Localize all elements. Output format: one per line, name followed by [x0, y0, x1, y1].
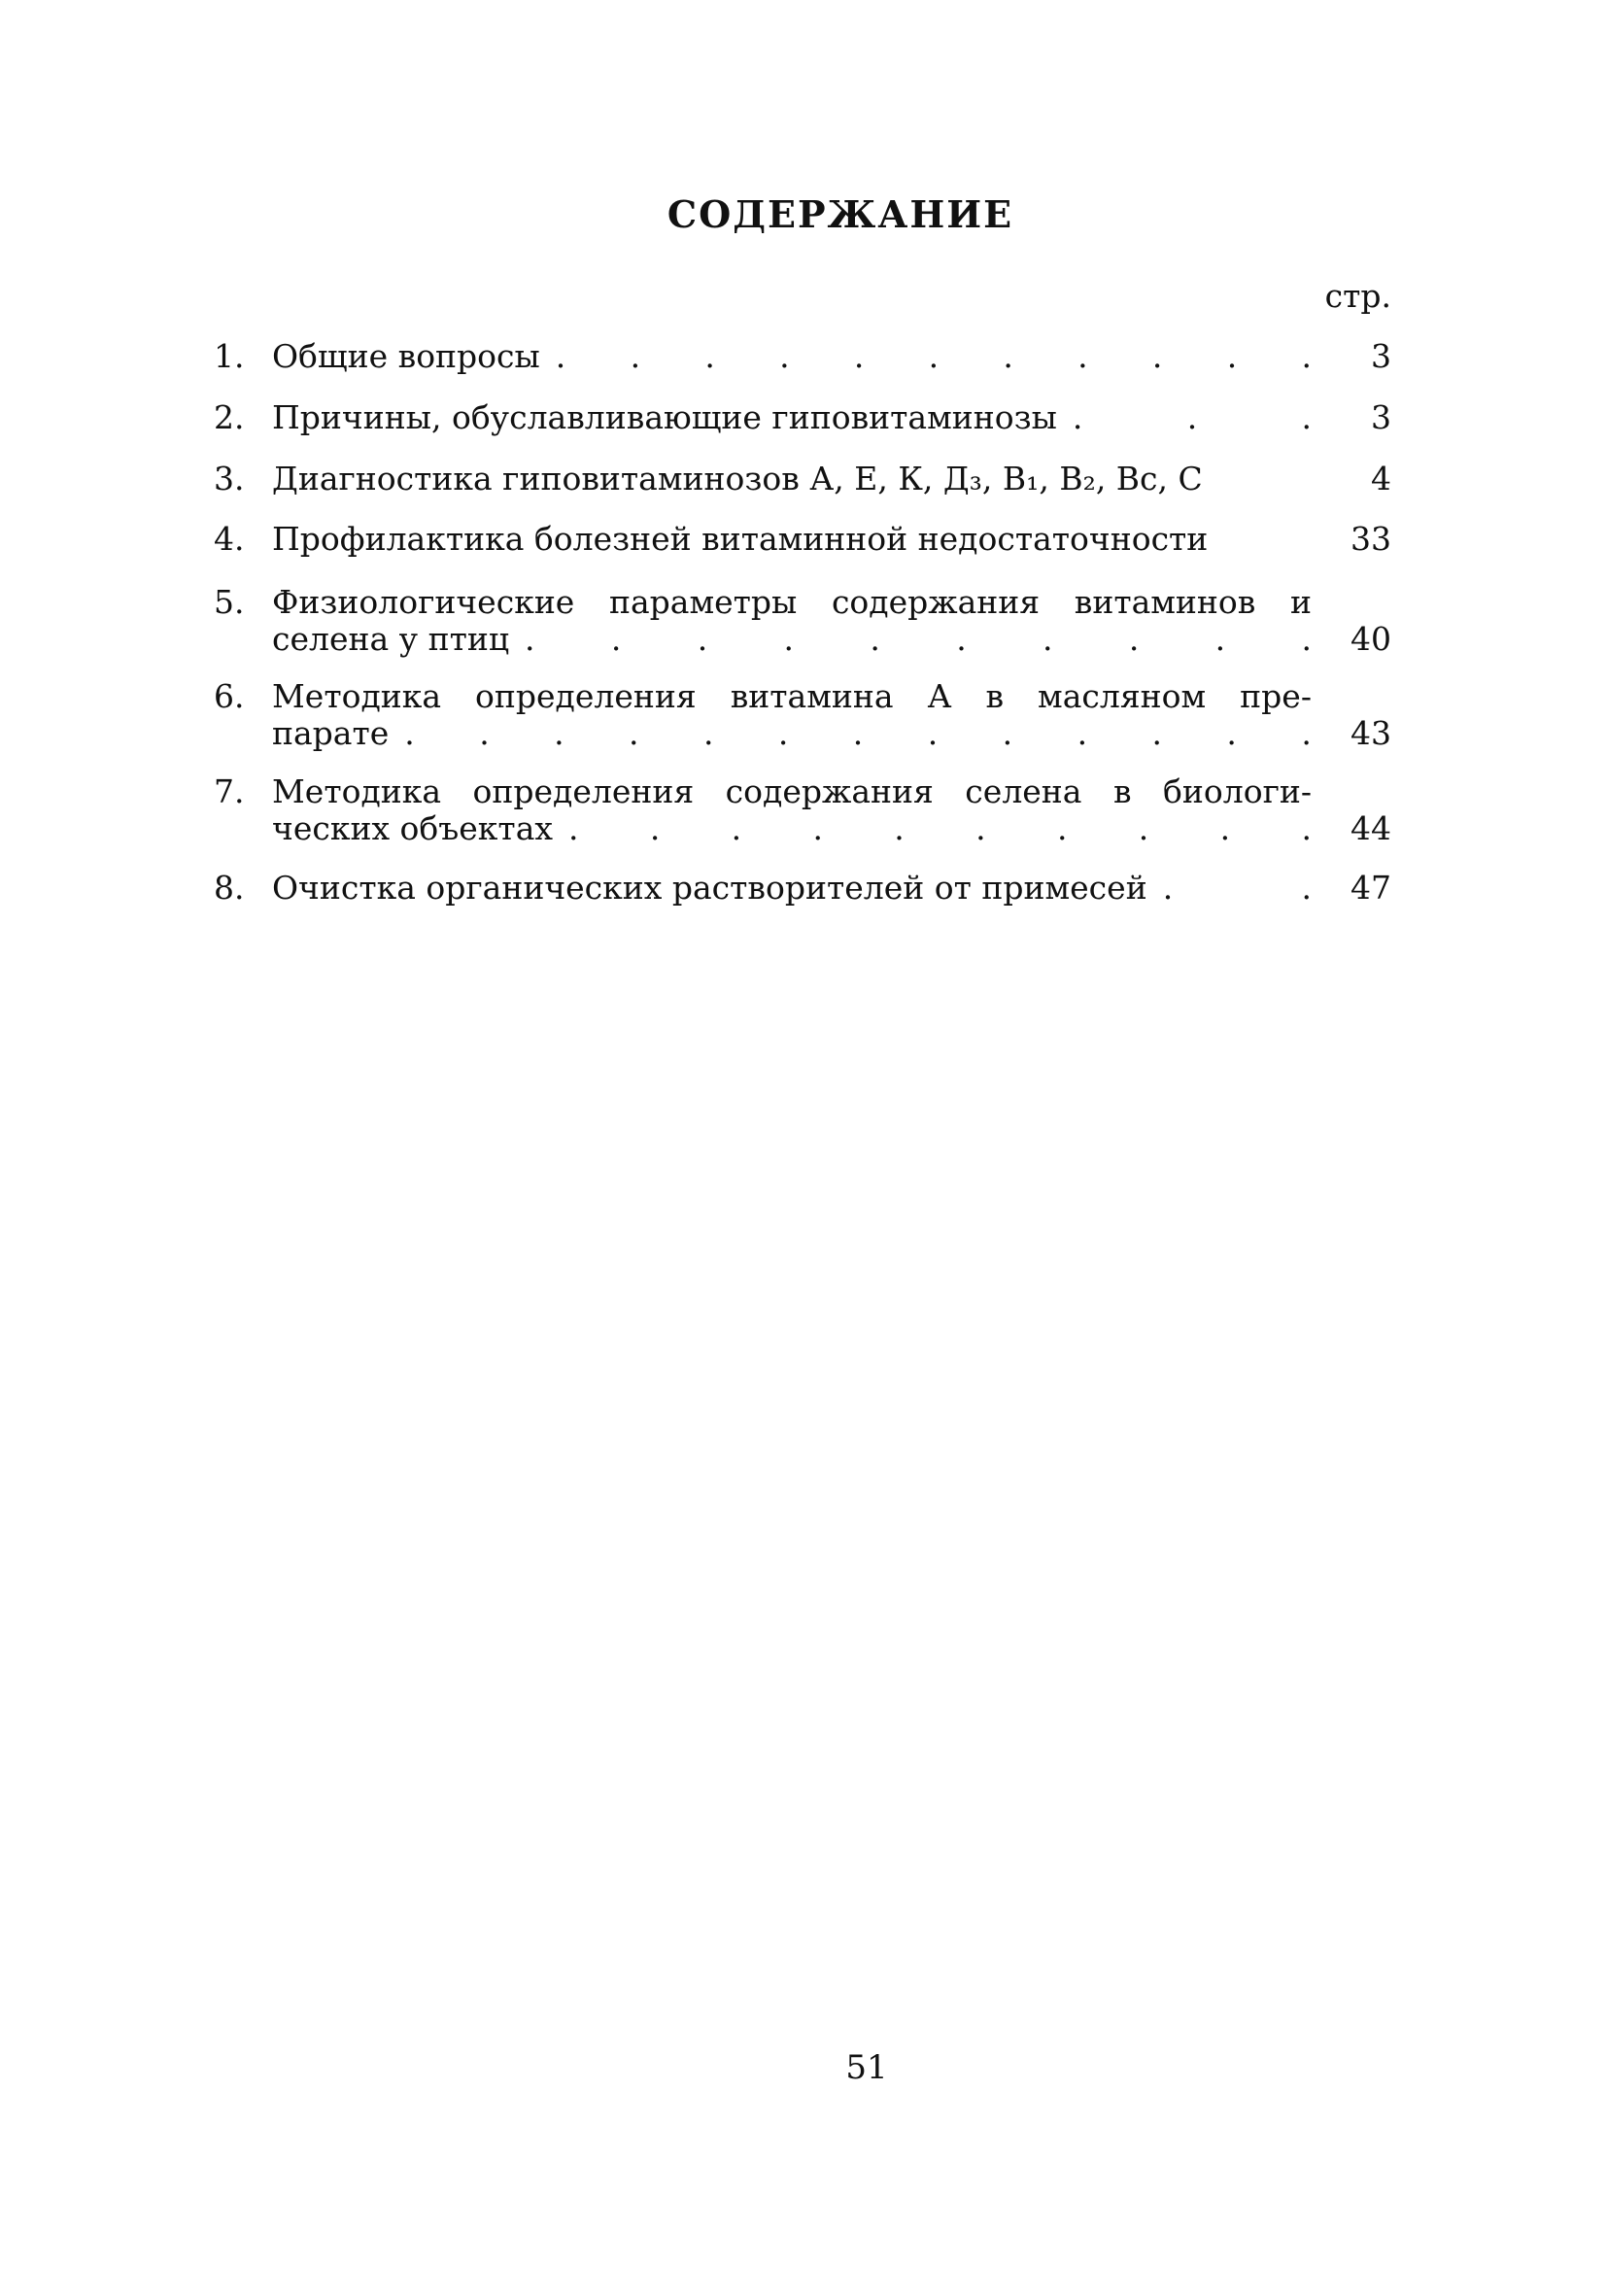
- toc-entry-text: [272, 461, 1312, 497]
- dot-leader: . . . . . . . . . .: [567, 810, 1312, 847]
- toc-entry-number: 1.: [214, 337, 245, 375]
- toc-entry-title-line-2: парате: [272, 714, 390, 752]
- toc-entry-7: [214, 773, 1391, 847]
- page-title: СОДЕРЖАНИЕ: [667, 192, 1014, 236]
- toc-entry-2: [214, 399, 1391, 436]
- toc-entry-number: 6.: [214, 677, 245, 715]
- toc-entry-title: Очистка органических растворителей от примесей: [272, 869, 1147, 907]
- toc-entry-4: [214, 521, 1391, 558]
- toc-entry-text: [272, 678, 1312, 752]
- toc-entry-5: [214, 584, 1391, 658]
- toc-entry-page: 43: [1351, 714, 1391, 752]
- toc-entry-text: [272, 399, 1312, 436]
- toc-entry-title: Профилактика болезней витаминной недостаточности: [272, 520, 1209, 558]
- toc-entry-text: [272, 521, 1312, 558]
- page-number: 51: [845, 2048, 888, 2087]
- toc-entry-page: 33: [1351, 520, 1391, 558]
- toc-entry-page: 47: [1351, 869, 1391, 907]
- toc-entry-page: 3: [1371, 337, 1391, 375]
- page-column-header: стр.: [1324, 277, 1391, 315]
- toc-entry-number: 5.: [214, 583, 245, 621]
- toc-entry-title: Общие вопросы: [272, 337, 540, 375]
- dot-leader: . . . . . . . . . . . . .: [404, 715, 1312, 752]
- toc-entry-page: 4: [1371, 460, 1391, 497]
- toc-entry-number: 2.: [214, 398, 245, 436]
- dot-leader: . .: [1162, 870, 1312, 907]
- toc-entry-title-line-1: Методика определения содержания селена в биологи-: [272, 772, 1312, 810]
- toc-entry-number: 3.: [214, 460, 245, 497]
- toc-entry-text: [272, 870, 1312, 907]
- toc-entry-title: Диагностика гиповитаминозов А, Е, К, Д₃, В₁, В₂, Вс, С: [272, 460, 1203, 497]
- toc-entry-title-line-2: ческих объектах: [272, 809, 553, 847]
- toc-entry-title-line-1: Методика определения витамина А в масляном пре-: [272, 677, 1312, 715]
- toc-entry-page: 44: [1351, 809, 1391, 847]
- toc-entry-page: 40: [1351, 620, 1391, 658]
- toc-entry-number: 4.: [214, 520, 245, 558]
- toc-entry-text: [272, 773, 1312, 847]
- toc-entry-text: [272, 338, 1312, 375]
- toc-entry-title: Причины, обуславливающие гиповитаминозы: [272, 398, 1057, 436]
- toc-entry-8: [214, 870, 1391, 907]
- dot-leader: . . . . . . . . . . .: [555, 338, 1312, 375]
- toc-entry-6: [214, 678, 1391, 752]
- toc-entry-number: 8.: [214, 869, 245, 907]
- toc-entry-number: 7.: [214, 772, 245, 810]
- toc-entry-page: 3: [1371, 398, 1391, 436]
- dot-leader: . . . . . . . . . .: [525, 621, 1312, 658]
- toc-entry-text: [272, 584, 1312, 658]
- toc-entry-1: [214, 338, 1391, 375]
- dot-leader: . . .: [1072, 399, 1312, 436]
- toc-entry-title-line-2: селена у птиц: [272, 620, 510, 658]
- toc-entry-title-line-1: Физиологические параметры содержания витаминов и: [272, 583, 1312, 621]
- toc-entry-3: [214, 461, 1391, 497]
